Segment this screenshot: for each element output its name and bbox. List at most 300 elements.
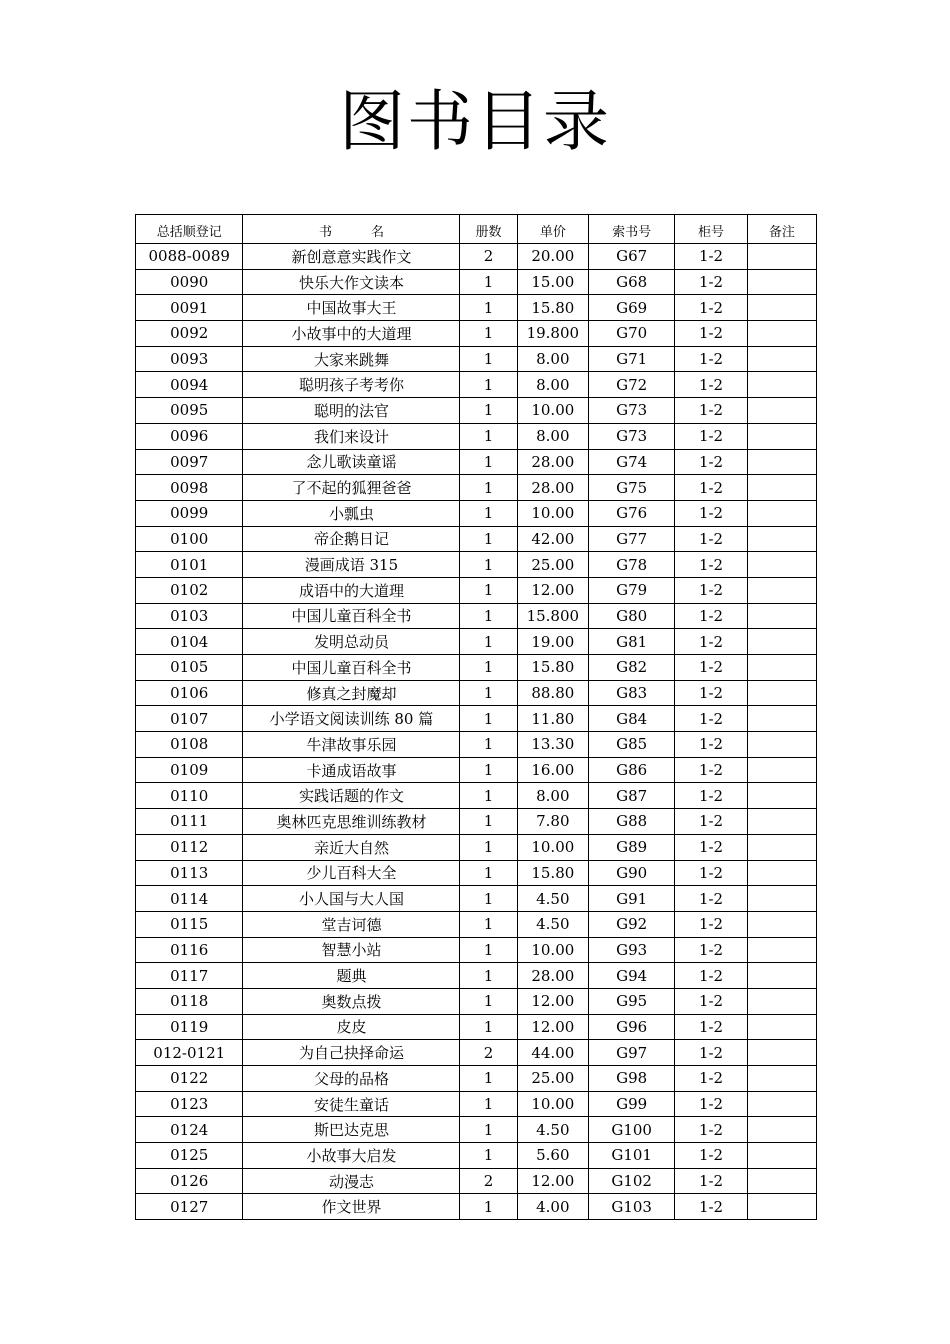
cell-copies: 1 bbox=[460, 269, 517, 295]
cell-register: 0100 bbox=[136, 526, 243, 552]
cell-call-number: G92 bbox=[588, 911, 674, 937]
cell-call-number: G98 bbox=[588, 1066, 674, 1092]
cell-register: 0104 bbox=[136, 629, 243, 655]
table-row bbox=[136, 449, 817, 475]
cell-book-name: 为自己抉择命运 bbox=[243, 1040, 460, 1066]
cell-price: 12.00 bbox=[517, 1168, 588, 1194]
cell-price: 8.00 bbox=[517, 372, 588, 398]
table-row bbox=[136, 706, 817, 732]
cell-price: 19.800 bbox=[517, 321, 588, 347]
cell-book-name: 智慧小站 bbox=[243, 937, 460, 963]
cell-register: 0091 bbox=[136, 295, 243, 321]
cell-note bbox=[747, 372, 816, 398]
cell-book-name: 实践话题的作文 bbox=[243, 783, 460, 809]
cell-price: 42.00 bbox=[517, 526, 588, 552]
cell-price: 88.80 bbox=[517, 680, 588, 706]
cell-book-name: 奥数点拨 bbox=[243, 988, 460, 1014]
cell-price: 28.00 bbox=[517, 475, 588, 501]
cell-call-number: G100 bbox=[588, 1117, 674, 1143]
cell-copies: 1 bbox=[460, 552, 517, 578]
cell-copies: 1 bbox=[460, 1091, 517, 1117]
cell-copies: 1 bbox=[460, 860, 517, 886]
cell-book-name: 快乐大作文读本 bbox=[243, 269, 460, 295]
cell-book-name: 中国儿童百科全书 bbox=[243, 655, 460, 681]
cell-register: 0127 bbox=[136, 1194, 243, 1220]
cell-price: 12.00 bbox=[517, 1014, 588, 1040]
cell-note bbox=[747, 603, 816, 629]
cell-call-number: G91 bbox=[588, 886, 674, 912]
cell-copies: 1 bbox=[460, 1194, 517, 1220]
cell-cabinet: 1-2 bbox=[675, 655, 747, 681]
cell-cabinet: 1-2 bbox=[675, 988, 747, 1014]
cell-book-name: 中国儿童百科全书 bbox=[243, 603, 460, 629]
cell-cabinet: 1-2 bbox=[675, 680, 747, 706]
cell-copies: 1 bbox=[460, 809, 517, 835]
cell-call-number: G76 bbox=[588, 500, 674, 526]
cell-price: 28.00 bbox=[517, 963, 588, 989]
cell-call-number: G74 bbox=[588, 449, 674, 475]
table-row bbox=[136, 680, 817, 706]
cell-note bbox=[747, 475, 816, 501]
cell-register: 0097 bbox=[136, 449, 243, 475]
header-register: 总括顺登记 bbox=[136, 215, 243, 244]
cell-cabinet: 1-2 bbox=[675, 1143, 747, 1169]
cell-note bbox=[747, 577, 816, 603]
cell-book-name: 题典 bbox=[243, 963, 460, 989]
cell-price: 4.50 bbox=[517, 1117, 588, 1143]
cell-register: 0106 bbox=[136, 680, 243, 706]
table-row bbox=[136, 963, 817, 989]
cell-register: 0117 bbox=[136, 963, 243, 989]
cell-book-name: 小故事大启发 bbox=[243, 1143, 460, 1169]
cell-price: 12.00 bbox=[517, 988, 588, 1014]
cell-book-name: 牛津故事乐园 bbox=[243, 732, 460, 758]
table-row bbox=[136, 834, 817, 860]
cell-note bbox=[747, 937, 816, 963]
cell-note bbox=[747, 321, 816, 347]
cell-cabinet: 1-2 bbox=[675, 886, 747, 912]
cell-call-number: G80 bbox=[588, 603, 674, 629]
cell-call-number: G78 bbox=[588, 552, 674, 578]
cell-price: 11.80 bbox=[517, 706, 588, 732]
cell-price: 4.50 bbox=[517, 911, 588, 937]
cell-note bbox=[747, 244, 816, 270]
table-row bbox=[136, 988, 817, 1014]
cell-copies: 1 bbox=[460, 526, 517, 552]
cell-book-name: 我们来设计 bbox=[243, 423, 460, 449]
cell-copies: 1 bbox=[460, 398, 517, 424]
cell-copies: 2 bbox=[460, 1040, 517, 1066]
header-cabinet: 柜号 bbox=[675, 215, 747, 244]
header-price: 单价 bbox=[517, 215, 588, 244]
cell-cabinet: 1-2 bbox=[675, 295, 747, 321]
cell-note bbox=[747, 295, 816, 321]
table-row bbox=[136, 500, 817, 526]
cell-register: 0096 bbox=[136, 423, 243, 449]
cell-call-number: G75 bbox=[588, 475, 674, 501]
table-row bbox=[136, 1143, 817, 1169]
cell-copies: 1 bbox=[460, 757, 517, 783]
table-row bbox=[136, 937, 817, 963]
cell-cabinet: 1-2 bbox=[675, 963, 747, 989]
cell-book-name: 修真之封魔却 bbox=[243, 680, 460, 706]
cell-register: 0094 bbox=[136, 372, 243, 398]
table-row bbox=[136, 1014, 817, 1040]
cell-book-name: 聪明的法官 bbox=[243, 398, 460, 424]
table-row bbox=[136, 1066, 817, 1092]
cell-cabinet: 1-2 bbox=[675, 1168, 747, 1194]
cell-price: 15.80 bbox=[517, 860, 588, 886]
cell-cabinet: 1-2 bbox=[675, 577, 747, 603]
cell-price: 28.00 bbox=[517, 449, 588, 475]
cell-note bbox=[747, 1040, 816, 1066]
cell-cabinet: 1-2 bbox=[675, 911, 747, 937]
cell-book-name: 小人国与大人国 bbox=[243, 886, 460, 912]
cell-note bbox=[747, 680, 816, 706]
cell-register: 0108 bbox=[136, 732, 243, 758]
table-header bbox=[136, 215, 817, 244]
cell-register: 0103 bbox=[136, 603, 243, 629]
cell-note bbox=[747, 500, 816, 526]
cell-price: 13.30 bbox=[517, 732, 588, 758]
table-row bbox=[136, 1168, 817, 1194]
table-row bbox=[136, 346, 817, 372]
cell-call-number: G68 bbox=[588, 269, 674, 295]
cell-note bbox=[747, 552, 816, 578]
table-row bbox=[136, 423, 817, 449]
cell-cabinet: 1-2 bbox=[675, 449, 747, 475]
cell-book-name: 动漫志 bbox=[243, 1168, 460, 1194]
cell-note bbox=[747, 1014, 816, 1040]
table-row bbox=[136, 783, 817, 809]
cell-copies: 1 bbox=[460, 732, 517, 758]
cell-call-number: G95 bbox=[588, 988, 674, 1014]
header-book-name: 书 名 bbox=[243, 215, 460, 244]
cell-price: 10.00 bbox=[517, 500, 588, 526]
cell-register: 0099 bbox=[136, 500, 243, 526]
table-row bbox=[136, 886, 817, 912]
table-row bbox=[136, 1117, 817, 1143]
cell-price: 20.00 bbox=[517, 244, 588, 270]
cell-call-number: G93 bbox=[588, 937, 674, 963]
cell-copies: 1 bbox=[460, 911, 517, 937]
cell-price: 5.60 bbox=[517, 1143, 588, 1169]
cell-copies: 1 bbox=[460, 629, 517, 655]
cell-register: 0095 bbox=[136, 398, 243, 424]
cell-call-number: G101 bbox=[588, 1143, 674, 1169]
cell-price: 8.00 bbox=[517, 346, 588, 372]
table-row bbox=[136, 398, 817, 424]
table-row bbox=[136, 1040, 817, 1066]
cell-register: 0107 bbox=[136, 706, 243, 732]
cell-register: 0124 bbox=[136, 1117, 243, 1143]
cell-price: 44.00 bbox=[517, 1040, 588, 1066]
cell-register: 0112 bbox=[136, 834, 243, 860]
cell-copies: 1 bbox=[460, 783, 517, 809]
cell-register: 0093 bbox=[136, 346, 243, 372]
cell-cabinet: 1-2 bbox=[675, 269, 747, 295]
cell-copies: 1 bbox=[460, 937, 517, 963]
table-row bbox=[136, 757, 817, 783]
cell-cabinet: 1-2 bbox=[675, 552, 747, 578]
cell-note bbox=[747, 423, 816, 449]
cell-register: 0118 bbox=[136, 988, 243, 1014]
table-row bbox=[136, 269, 817, 295]
cell-note bbox=[747, 988, 816, 1014]
table-row bbox=[136, 526, 817, 552]
cell-call-number: G73 bbox=[588, 423, 674, 449]
cell-cabinet: 1-2 bbox=[675, 757, 747, 783]
cell-price: 15.80 bbox=[517, 655, 588, 681]
cell-register: 0102 bbox=[136, 577, 243, 603]
cell-cabinet: 1-2 bbox=[675, 783, 747, 809]
cell-note bbox=[747, 655, 816, 681]
cell-book-name: 漫画成语 315 bbox=[243, 552, 460, 578]
cell-register: 012-0121 bbox=[136, 1040, 243, 1066]
table-row bbox=[136, 295, 817, 321]
cell-note bbox=[747, 757, 816, 783]
cell-note bbox=[747, 269, 816, 295]
cell-book-name: 发明总动员 bbox=[243, 629, 460, 655]
cell-cabinet: 1-2 bbox=[675, 1117, 747, 1143]
cell-price: 10.00 bbox=[517, 937, 588, 963]
cell-copies: 1 bbox=[460, 706, 517, 732]
table-row bbox=[136, 860, 817, 886]
cell-register: 0123 bbox=[136, 1091, 243, 1117]
table-row bbox=[136, 911, 817, 937]
cell-call-number: G70 bbox=[588, 321, 674, 347]
cell-call-number: G103 bbox=[588, 1194, 674, 1220]
cell-call-number: G102 bbox=[588, 1168, 674, 1194]
cell-cabinet: 1-2 bbox=[675, 860, 747, 886]
cell-copies: 1 bbox=[460, 295, 517, 321]
cell-register: 0122 bbox=[136, 1066, 243, 1092]
cell-cabinet: 1-2 bbox=[675, 603, 747, 629]
header-note: 备注 bbox=[747, 215, 816, 244]
cell-call-number: G84 bbox=[588, 706, 674, 732]
cell-register: 0109 bbox=[136, 757, 243, 783]
cell-cabinet: 1-2 bbox=[675, 937, 747, 963]
table-row bbox=[136, 321, 817, 347]
cell-cabinet: 1-2 bbox=[675, 526, 747, 552]
cell-book-name: 奥林匹克思维训练教材 bbox=[243, 809, 460, 835]
cell-cabinet: 1-2 bbox=[675, 475, 747, 501]
cell-price: 16.00 bbox=[517, 757, 588, 783]
cell-copies: 1 bbox=[460, 886, 517, 912]
cell-cabinet: 1-2 bbox=[675, 834, 747, 860]
cell-call-number: G71 bbox=[588, 346, 674, 372]
cell-note bbox=[747, 834, 816, 860]
cell-register: 0092 bbox=[136, 321, 243, 347]
cell-cabinet: 1-2 bbox=[675, 321, 747, 347]
cell-register: 0125 bbox=[136, 1143, 243, 1169]
cell-book-name: 斯巴达克思 bbox=[243, 1117, 460, 1143]
cell-copies: 1 bbox=[460, 346, 517, 372]
cell-price: 8.00 bbox=[517, 423, 588, 449]
cell-cabinet: 1-2 bbox=[675, 398, 747, 424]
cell-price: 4.00 bbox=[517, 1194, 588, 1220]
cell-price: 15.800 bbox=[517, 603, 588, 629]
cell-copies: 1 bbox=[460, 1014, 517, 1040]
cell-cabinet: 1-2 bbox=[675, 629, 747, 655]
cell-price: 7.80 bbox=[517, 809, 588, 835]
cell-call-number: G86 bbox=[588, 757, 674, 783]
cell-call-number: G73 bbox=[588, 398, 674, 424]
cell-call-number: G99 bbox=[588, 1091, 674, 1117]
cell-call-number: G97 bbox=[588, 1040, 674, 1066]
cell-copies: 1 bbox=[460, 603, 517, 629]
cell-call-number: G82 bbox=[588, 655, 674, 681]
cell-note bbox=[747, 809, 816, 835]
cell-register: 0101 bbox=[136, 552, 243, 578]
cell-copies: 1 bbox=[460, 680, 517, 706]
cell-register: 0090 bbox=[136, 269, 243, 295]
cell-note bbox=[747, 1168, 816, 1194]
cell-copies: 1 bbox=[460, 500, 517, 526]
cell-note bbox=[747, 963, 816, 989]
cell-copies: 1 bbox=[460, 1117, 517, 1143]
header-copies: 册数 bbox=[460, 215, 517, 244]
cell-book-name: 聪明孩子考考你 bbox=[243, 372, 460, 398]
cell-copies: 1 bbox=[460, 834, 517, 860]
cell-note bbox=[747, 1091, 816, 1117]
cell-price: 10.00 bbox=[517, 1091, 588, 1117]
cell-book-name: 亲近大自然 bbox=[243, 834, 460, 860]
cell-copies: 1 bbox=[460, 655, 517, 681]
cell-register: 0126 bbox=[136, 1168, 243, 1194]
cell-cabinet: 1-2 bbox=[675, 1194, 747, 1220]
cell-cabinet: 1-2 bbox=[675, 1066, 747, 1092]
cell-note bbox=[747, 398, 816, 424]
table-row bbox=[136, 577, 817, 603]
cell-price: 12.00 bbox=[517, 577, 588, 603]
cell-register: 0116 bbox=[136, 937, 243, 963]
cell-note bbox=[747, 706, 816, 732]
cell-call-number: G81 bbox=[588, 629, 674, 655]
cell-cabinet: 1-2 bbox=[675, 1040, 747, 1066]
cell-cabinet: 1-2 bbox=[675, 732, 747, 758]
cell-cabinet: 1-2 bbox=[675, 706, 747, 732]
cell-register: 0113 bbox=[136, 860, 243, 886]
table-row bbox=[136, 475, 817, 501]
table-row bbox=[136, 603, 817, 629]
table-row bbox=[136, 732, 817, 758]
cell-note bbox=[747, 449, 816, 475]
cell-register: 0115 bbox=[136, 911, 243, 937]
cell-book-name: 成语中的大道理 bbox=[243, 577, 460, 603]
table-row bbox=[136, 552, 817, 578]
cell-book-name: 卡通成语故事 bbox=[243, 757, 460, 783]
cell-book-name: 念儿歌读童谣 bbox=[243, 449, 460, 475]
cell-price: 15.80 bbox=[517, 295, 588, 321]
cell-book-name: 安徒生童话 bbox=[243, 1091, 460, 1117]
cell-call-number: G87 bbox=[588, 783, 674, 809]
page-title: 图书目录 bbox=[339, 83, 611, 160]
header-row bbox=[136, 215, 817, 244]
cell-cabinet: 1-2 bbox=[675, 1091, 747, 1117]
cell-book-name: 小瓢虫 bbox=[243, 500, 460, 526]
cell-call-number: G69 bbox=[588, 295, 674, 321]
table-row bbox=[136, 809, 817, 835]
cell-copies: 1 bbox=[460, 475, 517, 501]
cell-price: 15.00 bbox=[517, 269, 588, 295]
table-body bbox=[136, 244, 817, 1220]
cell-register: 0119 bbox=[136, 1014, 243, 1040]
cell-copies: 1 bbox=[460, 372, 517, 398]
cell-call-number: G89 bbox=[588, 834, 674, 860]
cell-call-number: G94 bbox=[588, 963, 674, 989]
cell-copies: 2 bbox=[460, 1168, 517, 1194]
cell-note bbox=[747, 1117, 816, 1143]
table-row bbox=[136, 372, 817, 398]
cell-note bbox=[747, 783, 816, 809]
cell-copies: 1 bbox=[460, 1143, 517, 1169]
cell-cabinet: 1-2 bbox=[675, 1014, 747, 1040]
table-row bbox=[136, 1091, 817, 1117]
cell-price: 10.00 bbox=[517, 834, 588, 860]
cell-note bbox=[747, 346, 816, 372]
cell-note bbox=[747, 1066, 816, 1092]
cell-note bbox=[747, 911, 816, 937]
table-row bbox=[136, 244, 817, 270]
cell-register: 0088-0089 bbox=[136, 244, 243, 270]
cell-cabinet: 1-2 bbox=[675, 372, 747, 398]
cell-cabinet: 1-2 bbox=[675, 500, 747, 526]
cell-price: 19.00 bbox=[517, 629, 588, 655]
cell-price: 8.00 bbox=[517, 783, 588, 809]
cell-price: 10.00 bbox=[517, 398, 588, 424]
cell-call-number: G72 bbox=[588, 372, 674, 398]
table-row bbox=[136, 629, 817, 655]
cell-call-number: G96 bbox=[588, 1014, 674, 1040]
cell-price: 4.50 bbox=[517, 886, 588, 912]
cell-register: 0098 bbox=[136, 475, 243, 501]
cell-copies: 1 bbox=[460, 577, 517, 603]
cell-call-number: G79 bbox=[588, 577, 674, 603]
cell-note bbox=[747, 886, 816, 912]
cell-book-name: 少儿百科大全 bbox=[243, 860, 460, 886]
cell-copies: 1 bbox=[460, 449, 517, 475]
cell-book-name: 父母的品格 bbox=[243, 1066, 460, 1092]
cell-call-number: G85 bbox=[588, 732, 674, 758]
cell-note bbox=[747, 732, 816, 758]
cell-book-name: 作文世界 bbox=[243, 1194, 460, 1220]
cell-call-number: G88 bbox=[588, 809, 674, 835]
cell-note bbox=[747, 860, 816, 886]
header-call-number: 索书号 bbox=[588, 215, 674, 244]
cell-cabinet: 1-2 bbox=[675, 244, 747, 270]
cell-cabinet: 1-2 bbox=[675, 346, 747, 372]
cell-register: 0111 bbox=[136, 809, 243, 835]
cell-copies: 1 bbox=[460, 988, 517, 1014]
table-row bbox=[136, 1194, 817, 1220]
cell-note bbox=[747, 526, 816, 552]
cell-note bbox=[747, 1143, 816, 1169]
book-catalog-table bbox=[135, 214, 817, 1220]
cell-copies: 1 bbox=[460, 321, 517, 347]
cell-price: 25.00 bbox=[517, 552, 588, 578]
cell-call-number: G83 bbox=[588, 680, 674, 706]
table-row bbox=[136, 655, 817, 681]
cell-call-number: G90 bbox=[588, 860, 674, 886]
cell-book-name: 中国故事大王 bbox=[243, 295, 460, 321]
cell-copies: 1 bbox=[460, 1066, 517, 1092]
cell-copies: 2 bbox=[460, 244, 517, 270]
cell-call-number: G67 bbox=[588, 244, 674, 270]
cell-cabinet: 1-2 bbox=[675, 809, 747, 835]
cell-copies: 1 bbox=[460, 963, 517, 989]
cell-book-name: 小故事中的大道理 bbox=[243, 321, 460, 347]
